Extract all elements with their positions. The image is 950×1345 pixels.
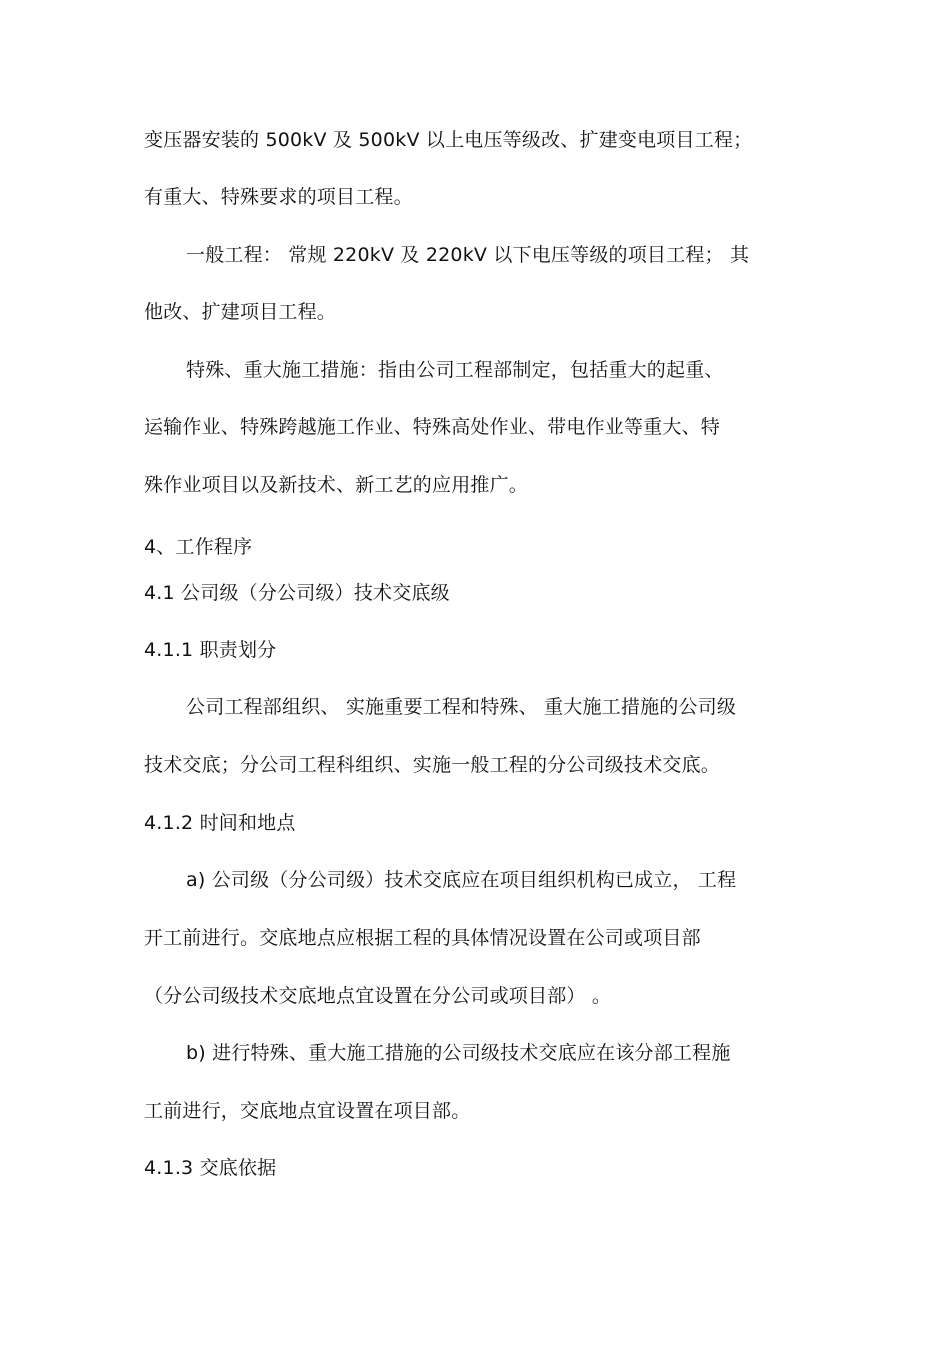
- body-text-line: 有重大、特殊要求的项目工程。: [144, 186, 413, 208]
- body-text-line: （分公司级技术交底地点宜设置在分公司或项目部） 。: [144, 985, 612, 1007]
- body-text-line: 殊作业项目以及新技术、新工艺的应用推广。: [144, 474, 529, 496]
- body-text-line: b) 进行特殊、重大施工措施的公司级技术交底应在该分部工程施: [186, 1042, 731, 1064]
- section-heading: 4.1.1 职责划分: [144, 639, 277, 661]
- section-heading: 4.1.3 交底依据: [144, 1157, 277, 1179]
- body-text-line: a) 公司级（分公司级）技术交底应在项目组织机构已成立， 工程: [186, 869, 737, 891]
- body-text-line: 技术交底；分公司工程科组织、实施一般工程的分公司级技术交底。: [144, 754, 721, 776]
- body-text-line: 变压器安装的 500kV 及 500kV 以上电压等级改、扩建变电项目工程；: [144, 129, 753, 151]
- body-text-line: 特殊、重大施工措施：指由公司工程部制定，包括重大的起重、: [186, 359, 724, 381]
- section-heading: 4.1.2 时间和地点: [144, 812, 296, 834]
- body-text-line: 他改、扩建项目工程。: [144, 301, 337, 323]
- section-heading: 4.1 公司级（分公司级）技术交底级: [144, 582, 450, 604]
- section-heading: 4、工作程序: [144, 536, 253, 558]
- body-text-line: 一般工程： 常规 220kV 及 220kV 以下电压等级的项目工程； 其: [186, 244, 750, 266]
- body-text-line: 运输作业、特殊跨越施工作业、特殊高处作业、带电作业等重大、特: [144, 416, 721, 438]
- body-text-line: 公司工程部组织、 实施重要工程和特殊、 重大施工措施的公司级: [186, 696, 737, 718]
- body-text-line: 工前进行，交底地点宜设置在项目部。: [144, 1100, 471, 1122]
- body-text-line: 开工前进行。交底地点应根据工程的具体情况设置在公司或项目部: [144, 927, 701, 949]
